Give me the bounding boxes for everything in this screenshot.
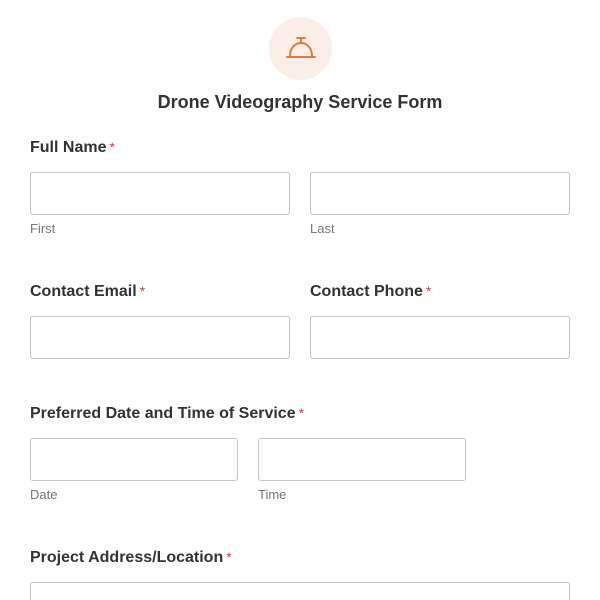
contact-email-label: [30, 283, 145, 301]
required-mark: *: [298, 405, 305, 421]
full-name-label-text: Full Name: [30, 139, 107, 156]
contact-email-label-text: Contact Email: [30, 283, 137, 300]
time-input[interactable]: [258, 438, 466, 481]
service-bell-icon: [284, 35, 318, 63]
form-title: Drone Videography Service Form: [157, 92, 443, 112]
time-sublabel: Time: [258, 487, 287, 502]
project-address-label: [30, 549, 232, 567]
full-name-label: [30, 139, 115, 157]
project-address-input[interactable]: [30, 582, 570, 600]
last-name-input[interactable]: [310, 172, 570, 215]
required-mark: *: [109, 139, 115, 155]
first-name-sublabel: First: [30, 221, 56, 236]
first-name-input[interactable]: [30, 172, 290, 215]
last-name-sublabel: Last: [310, 221, 335, 236]
contact-phone-label: [310, 283, 431, 301]
contact-phone-label-text: Contact Phone: [310, 283, 423, 300]
preferred-datetime-label: [30, 405, 304, 423]
project-address-label-text: Project Address/Location: [30, 549, 224, 566]
date-input[interactable]: [30, 438, 238, 481]
header-icon-badge: [269, 17, 332, 80]
contact-phone-input[interactable]: [310, 316, 570, 359]
date-sublabel: Date: [30, 487, 58, 502]
required-mark: *: [139, 283, 146, 299]
required-mark: *: [226, 549, 232, 565]
required-mark: *: [425, 283, 432, 299]
preferred-datetime-label-text: Preferred Date and Time of Service: [30, 405, 296, 422]
contact-email-input[interactable]: [30, 316, 290, 359]
